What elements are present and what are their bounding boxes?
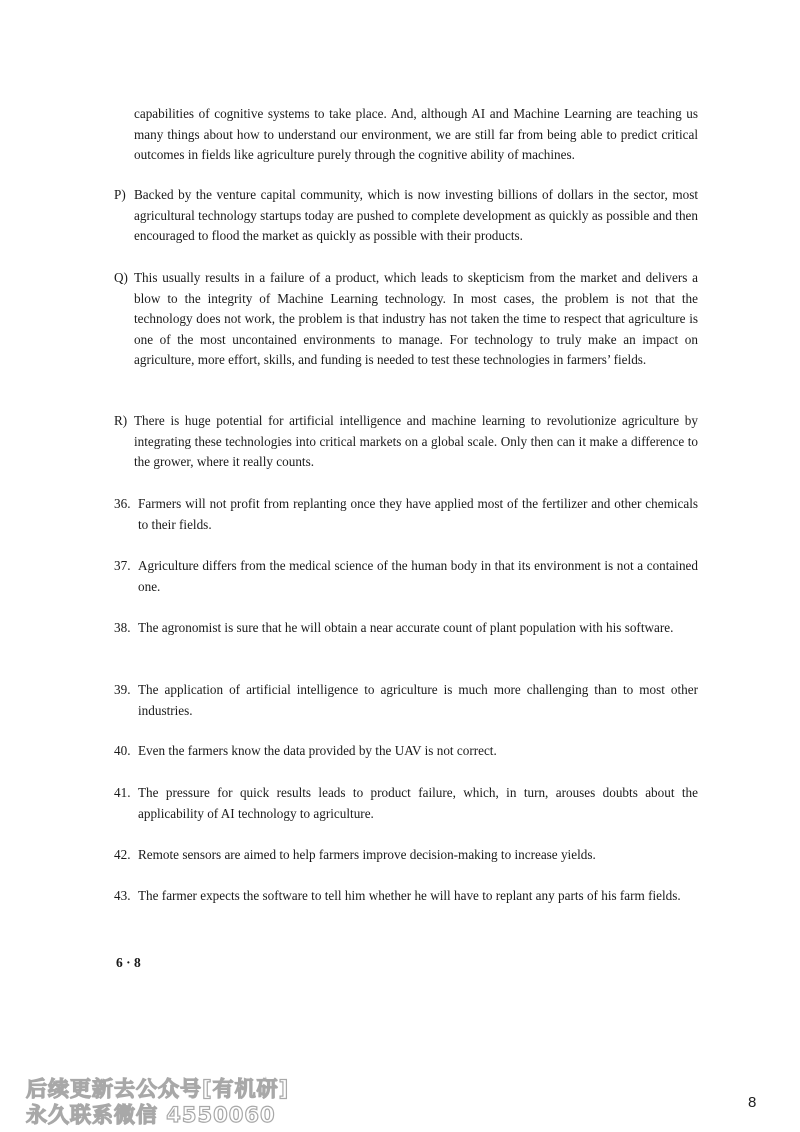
paragraph-label: P) bbox=[114, 187, 126, 202]
question-number: 43. bbox=[114, 888, 131, 903]
paragraph-text: capabilities of cognitive systems to take place. And, although AI and Machine Learning are teaching us many things about how to understand our environment, we are still far from being able to predict critical outcomes in fields like agriculture purely through the cognitive ability of machines. bbox=[134, 106, 698, 162]
passage-paragraph-continued bbox=[114, 104, 698, 166]
question-number: 39. bbox=[114, 682, 131, 697]
question-item bbox=[114, 555, 698, 597]
question-text: The farmer expects the software to tell him whether he will have to replant any parts of his farm fields. bbox=[138, 888, 681, 903]
question-text: The agronomist is sure that he will obtain a near accurate count of plant population with his software. bbox=[138, 620, 674, 635]
passage-paragraph-p bbox=[114, 185, 698, 247]
question-text: The pressure for quick results leads to product failure, which, in turn, arouses doubts about the applicability of AI technology to agriculture. bbox=[138, 785, 698, 821]
question-item bbox=[114, 740, 698, 761]
paragraph-text: This usually results in a failure of a product, which leads to skepticism from the market and delivers a blow to the integrity of Machine Learning technology. In most cases, the problem is not that the technology does not work, the problem is that industry has not taken the time to respect that agriculture is one of the most uncontained environments to manage. For technology to truly make an impact on agriculture, more effort, skills, and funding is needed to test these technologies in farmers’ fields. bbox=[134, 270, 698, 367]
question-item bbox=[114, 617, 698, 638]
question-text: Even the farmers know the data provided by the UAV is not correct. bbox=[138, 743, 497, 758]
question-number: 37. bbox=[114, 558, 131, 573]
question-text: Farmers will not profit from replanting once they have applied most of the fertilizer and other chemicals to their fields. bbox=[138, 496, 698, 532]
question-number: 38. bbox=[114, 620, 131, 635]
question-text: Agriculture differs from the medical science of the human body in that its environment is not a contained one. bbox=[138, 558, 698, 594]
question-number: 42. bbox=[114, 847, 131, 862]
paragraph-text: Backed by the venture capital community, which is now investing billions of dollars in the sector, most agricultural technology startups today are pushed to complete development as quickly as possible and then encouraged to flood the market as quickly as possible with their products. bbox=[134, 187, 698, 243]
question-item bbox=[114, 782, 698, 824]
watermark-line-2: 永久联系微信 4550060 bbox=[26, 1103, 276, 1127]
watermark bbox=[26, 1076, 326, 1128]
question-text: Remote sensors are aimed to help farmers improve decision-making to increase yields. bbox=[138, 847, 596, 862]
question-item bbox=[114, 885, 698, 906]
question-item bbox=[114, 844, 698, 865]
passage-paragraph-r bbox=[114, 411, 698, 473]
passage-paragraph-q bbox=[114, 268, 698, 371]
question-item bbox=[114, 679, 698, 721]
question-number: 40. bbox=[114, 743, 131, 758]
question-item bbox=[114, 493, 698, 535]
page-number: 8 bbox=[748, 1094, 757, 1111]
question-number: 41. bbox=[114, 785, 131, 800]
paragraph-label: R) bbox=[114, 413, 128, 428]
question-text: The application of artificial intelligence to agriculture is much more challenging than to most other industries. bbox=[138, 682, 698, 718]
watermark-line-1: 后续更新去公众号[有机研] bbox=[26, 1077, 290, 1101]
paragraph-text: There is huge potential for artificial intelligence and machine learning to revolutionize agriculture by integrating these technologies into critical markets on a global scale. Only then can it make a difference to the grower, where it really counts. bbox=[134, 413, 698, 469]
question-number: 36. bbox=[114, 496, 131, 511]
paragraph-label: Q) bbox=[114, 270, 128, 285]
section-page-reference: 6 · 8 bbox=[116, 955, 141, 970]
